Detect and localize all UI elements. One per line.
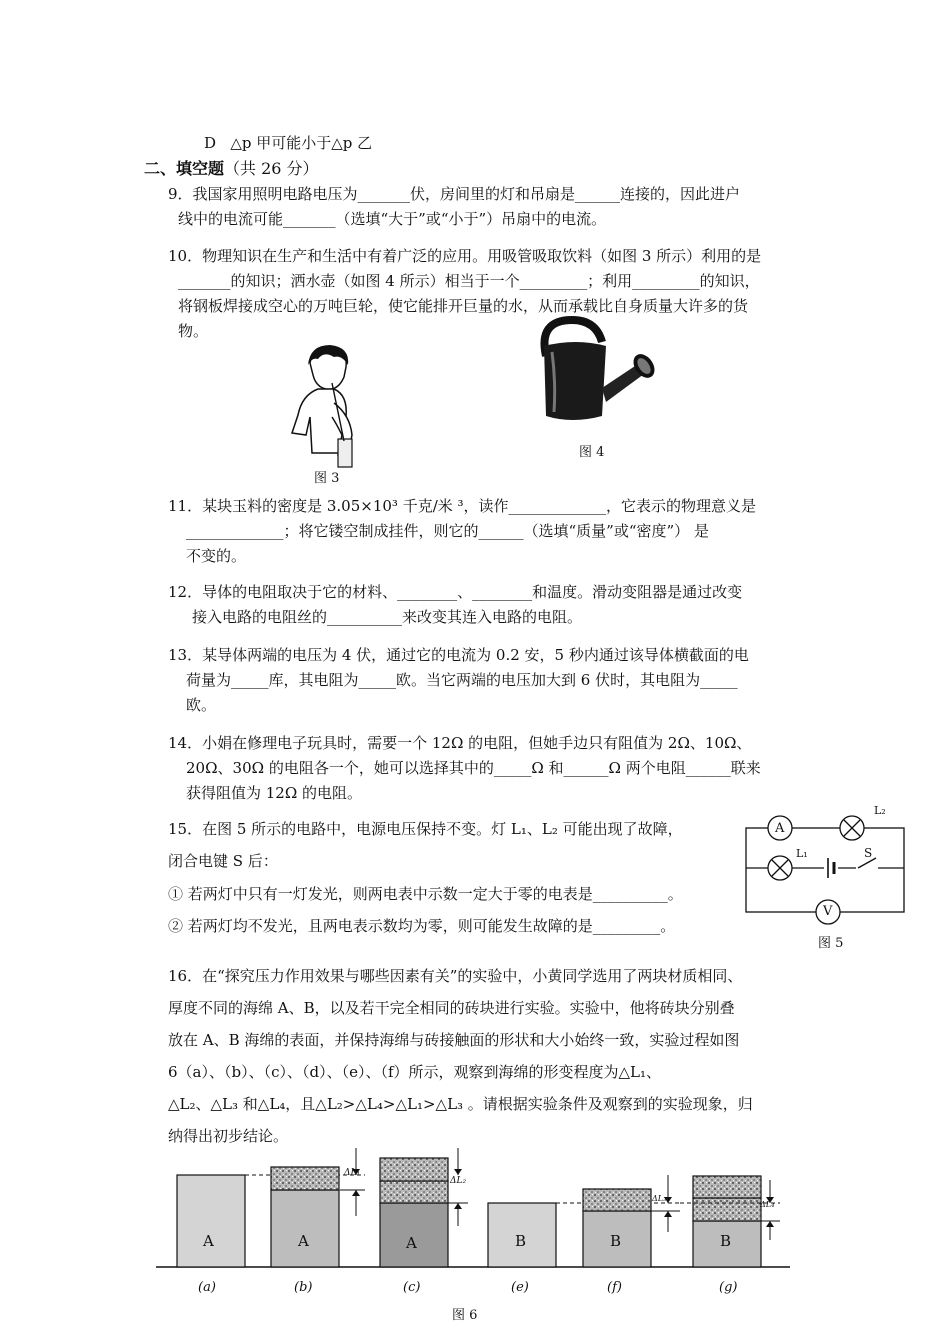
q14-line2: 20Ω、30Ω 的电阻各一个，她可以选择其中的_____Ω 和______Ω 两个电阻______联来 [186, 759, 761, 777]
fig6-caption: 图 6 [452, 1308, 478, 1323]
sponge-letter-f: B [610, 1232, 622, 1250]
q12-line2: 接入电路的电阻丝的__________来改变其连入电路的电阻。 [192, 608, 583, 626]
q13-line3: 欧。 [186, 696, 217, 714]
brick [693, 1198, 761, 1221]
panel-label-g: (g) [719, 1280, 738, 1295]
sponge-a-panel-a [177, 1175, 245, 1267]
brick [271, 1167, 339, 1190]
fig3-caption: 图 3 [314, 471, 340, 486]
panel-label-b: (b) [294, 1280, 313, 1295]
q16-line6: 纳得出初步结论。 [168, 1127, 289, 1145]
q16-line4: 6（a）、（b）、（c）、（d）、（e）、（f）所示，观察到海绵的形变程度为△L₁、 [168, 1063, 662, 1081]
q12-line1: 12．导体的电阻取决于它的材料、________、________和温度。滑动变阻器是通过改变 [168, 583, 743, 601]
q11-line3: 不变的。 [186, 547, 247, 565]
watering-can-figure [532, 312, 662, 427]
delta-l1-label: ΔL₁ [344, 1168, 361, 1178]
delta-l2-label: ΔL₂ [450, 1176, 467, 1186]
voltmeter-label: V [823, 904, 833, 919]
sponge-experiment-figure [150, 1140, 800, 1300]
ammeter-label: A [775, 821, 785, 836]
q16-line1: 16．在“探究压力作用效果与哪些因素有关”的实验中，小黄同学选用了两块材质相同、 [168, 967, 743, 985]
brick [380, 1181, 448, 1203]
sponge-letter-c: A [406, 1234, 417, 1252]
lamp2-label: L₂ [874, 804, 886, 817]
delta-l3-label: ΔL₃ [652, 1194, 667, 1203]
panel-label-e: (e) [511, 1280, 529, 1295]
q16-line5: △L₂、△L₃ 和△L₄，且△L₂>△L₄>△L₁>△L₃ 。请根据实验条件及观察到的实验现象，归 [168, 1095, 753, 1113]
boy-drinking-figure [288, 343, 368, 473]
q11-line2: _____________；将它镂空制成挂件，则它的______（选填“质量”或“密度”） 是 [186, 522, 709, 540]
lamp1-label: L₁ [796, 847, 808, 860]
q15-line2: 闭合电键 S 后： [168, 852, 278, 870]
brick [693, 1176, 761, 1198]
q13-line1: 13．某导体两端的电压为 4 伏，通过它的电流为 0.2 安，5 秒内通过该导体横截面的电 [168, 646, 749, 664]
section-title: 二、填空题（共 26 分） [144, 159, 319, 178]
q9-line2: 线中的电流可能_______（选填“大于”或“小于”）吊扇中的电流。 [178, 210, 607, 228]
panel-label-c: (c) [403, 1280, 421, 1295]
sponge-letter-e: B [515, 1232, 527, 1250]
q15-line1: 15．在图 5 所示的电路中，电源电压保持不变。灯 L₁、L₂ 可能出现了故障， [168, 820, 683, 838]
panel-label-a: (a) [198, 1280, 216, 1295]
q15-line3: ① 若两灯中只有一灯发光，则两电表中示数一定大于零的电表是__________。 [168, 885, 683, 903]
q9-line1: 9．我国家用照明电路电压为_______伏，房间里的灯和吊扇是______连接的，因此进户 [168, 185, 741, 203]
option-d: D △p 甲可能小于△p 乙 [204, 134, 373, 152]
sponge-letter-g: B [720, 1232, 732, 1250]
delta-l4-label: ΔL₄ [760, 1200, 775, 1209]
fig5-caption: 图 5 [818, 936, 844, 951]
q15-line4: ② 若两灯均不发光，且两电表示数均为零，则可能发生故障的是_________。 [168, 917, 676, 935]
q13-line2: 荷量为_____库，其电阻为_____欧。当它两端的电压加大到 6 伏时，其电阻为_____ [186, 671, 738, 689]
sponge-letter-a: A [203, 1232, 214, 1250]
sponge-a-panel-b [271, 1190, 339, 1267]
q10-line2: _______的知识；洒水壶（如图 4 所示）相当于一个_________；利用_________的知识， [178, 272, 760, 290]
q14-line3: 获得阻值为 12Ω 的电阻。 [186, 784, 363, 802]
q11-line1: 11．某块玉料的密度是 3.05×10³ 千克/米 ³，读作_____________，它表示的物理意义是 [168, 497, 757, 515]
q10-line4: 物。 [178, 322, 209, 340]
switch-label: S [864, 846, 873, 860]
q10-line3: 将钢板焊接成空心的万吨巨轮，使它能排开巨量的水，从而承载比自身质量大许多的货 [178, 297, 749, 315]
brick [583, 1189, 651, 1211]
q14-line1: 14．小娟在修理电子玩具时，需要一个 12Ω 的电阻，但她手边只有阻值为 2Ω、10Ω、 [168, 734, 752, 752]
q16-line2: 厚度不同的海绵 A、B，以及若干完全相同的砖块进行实验。实验中，他将砖块分别叠 [168, 999, 735, 1017]
q16-line3: 放在 A、B 海绵的表面，并保持海绵与砖接触面的形状和大小始终一致，实验过程如图 [168, 1031, 740, 1049]
panel-label-f: (f) [607, 1280, 622, 1295]
fig4-caption: 图 4 [579, 445, 605, 460]
q10-line1: 10．物理知识在生产和生活中有着广泛的应用。用吸管吸取饮料（如图 3 所示）利用的是 [168, 247, 762, 265]
sponge-letter-b: A [298, 1232, 309, 1250]
brick [380, 1158, 448, 1181]
